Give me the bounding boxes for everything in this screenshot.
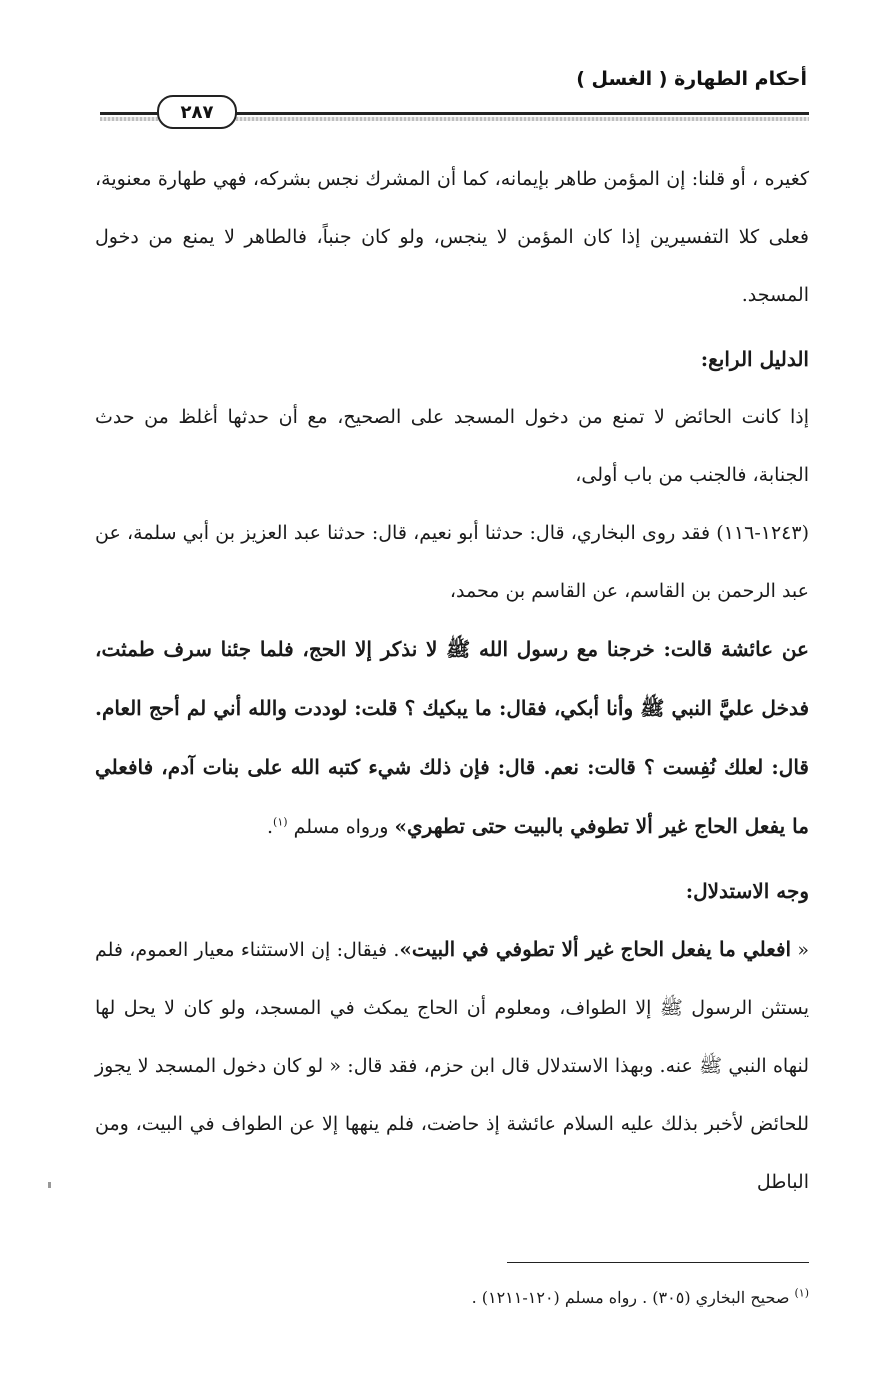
margin-mark bbox=[48, 1182, 51, 1188]
hadith-text: عن عائشة قالت: خرجنا مع رسول الله ﷺ لا نذكر إلا الحج، فلما جئنا سرف طمثت، فدخل عليَّ النبي ﷺ وأنا أبكي، فقال: ما يبكيك ؟ قلت: لوددت والله أني لم أحج العام. قال: لعلك نُفِست ؟ قالت: نعم. قال: فإن ذلك شيء كتبه الله على بنات آدم، فافعلي ما يفعل الحاج غير ألا تطوفي بالبيت حتى تطهري» bbox=[95, 637, 809, 838]
footnote-marker: (١) bbox=[794, 1286, 809, 1300]
paragraph-2: إذا كانت الحائض لا تمنع من دخول المسجد على الصحيح، مع أن حدثها أغلظ من حدث الجنابة، فالجنب من باب أولى، bbox=[95, 406, 809, 486]
paragraph-4 bbox=[95, 920, 809, 1211]
footnote-text: صحيح البخاري (٣٠٥) . رواه مسلم (١٢٠-١٢١١) . bbox=[471, 1288, 795, 1307]
main-text bbox=[95, 150, 809, 1211]
paragraph-3-isnad: (١٢٤٣-١١٦) فقد روى البخاري، قال: حدثنا أبو نعيم، قال: حدثنا عبد العزيز بن أبي سلمة، عن عبد الرحمن بن القاسم، عن القاسم بن محمد، bbox=[95, 522, 809, 602]
hadith-paragraph: عن عائشة قالت: خرجنا مع رسول الله ﷺ لا نذكر إلا الحج، فلما جئنا سرف طمثت، فدخل عليَّ النبي ﷺ وأنا أبكي، فقال: ما يبكيك ؟ قلت: لوددت والله أني لم أحج العام. قال: لعلك نُفِست ؟ قالت: نعم. قال: فإن ذلك شيء كتبه الله على بنات آدم، فافعلي ما يفعل الحاج غير ألا تطوفي بالبيت حتى تطهري» ورواه مسلم $^{(١)}$. bbox=[95, 637, 809, 838]
paragraph-1: كغيره ، أو قلنا: إن المؤمن طاهر بإيمانه، كما أن المشرك نجس بشركه، فهي طهارة معنوية، فعلى كلا التفسيرين إذا كان المؤمن لا ينجس، ولو كان جنباً، فالطاهر لا يمنع من دخول المسجد. bbox=[95, 168, 809, 306]
footnote-rule bbox=[507, 1262, 809, 1263]
quoted-hadith: افعلي ما يفعل الحاج غير ألا تطوفي في البيت» bbox=[399, 937, 792, 961]
footnote bbox=[472, 1288, 809, 1307]
hadith-source: ورواه مسلم bbox=[287, 816, 395, 838]
footnote-ref[interactable]: (١) bbox=[273, 815, 288, 829]
page-number: ٢٨٧ bbox=[157, 95, 237, 129]
paragraph-4-text: . فيقال: إن الاستثناء معيار العموم، فلم يستثن الرسول ﷺ إلا الطواف، ومعلوم أن الحاج يمكث في المسجد، ولو كان لا يحل لها لنهاه النبي ﷺ عنه. وبهذا الاستدلال قال ابن حزم، فقد قال: « لو كان دخول المسجد لا يجوز للحائض لأخبر بذلك عليه السلام عائشة إذ حاضت، فلم ينهها إلا عن الطواف في البيت، ومن الباطل bbox=[95, 939, 809, 1193]
running-title: أحكام الطهارة ( الغسل ) bbox=[576, 68, 807, 90]
heading-fourth-evidence: الدليل الرابع: bbox=[700, 347, 809, 371]
quote-open: « bbox=[791, 939, 809, 961]
heading-inference: وجه الاستدلال: bbox=[685, 879, 809, 903]
